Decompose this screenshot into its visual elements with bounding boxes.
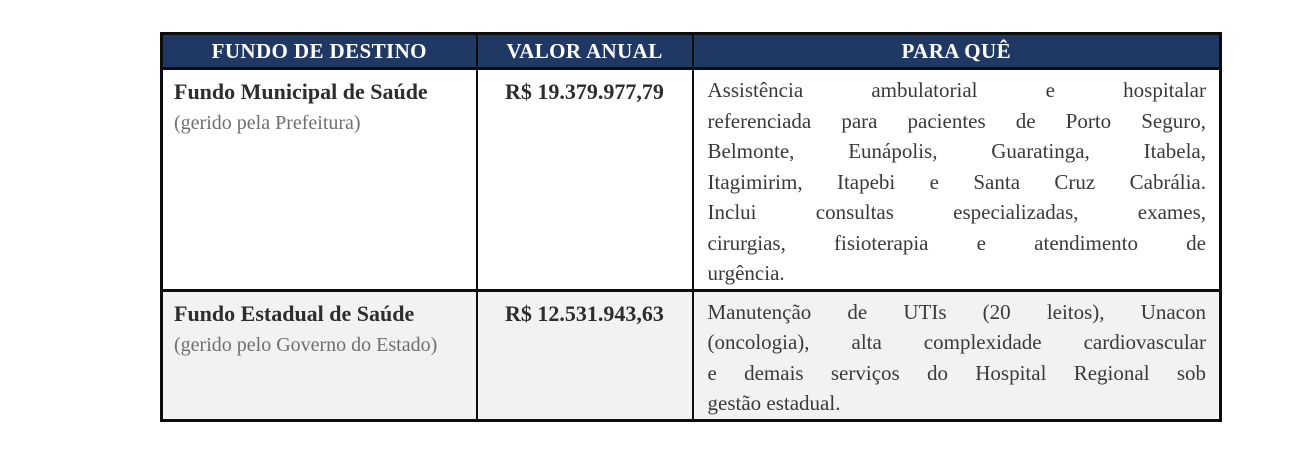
fund-name: Fundo Municipal de Saúde bbox=[174, 79, 428, 104]
column-header-para-que: PARA QUÊ bbox=[693, 34, 1221, 69]
purpose-cell bbox=[693, 69, 1221, 291]
fund-cell bbox=[162, 69, 477, 291]
purpose-text bbox=[694, 70, 1220, 289]
purpose-line: cirurgias, fisioterapia e atendimento de bbox=[707, 230, 1206, 255]
purpose-line: Inclui consultas especializadas, exames, bbox=[707, 200, 1206, 224]
fund-name: Fundo Estadual de Saúde bbox=[174, 300, 415, 326]
purpose-line: Belmonte, Eunápolis, Guaratinga, Itabela, bbox=[707, 139, 1206, 163]
column-header-fundo-de-destino: FUNDO DE DESTINO bbox=[162, 34, 477, 69]
column-header-valor-anual: VALOR ANUAL bbox=[477, 34, 693, 69]
funds-table-container bbox=[160, 32, 1219, 422]
annual-value-cell bbox=[477, 290, 693, 420]
header-row bbox=[162, 34, 1221, 69]
purpose-line: urgência. bbox=[707, 261, 785, 285]
annual-value: R$ 12.531.943,63 bbox=[505, 300, 664, 326]
annual-value-cell bbox=[477, 69, 693, 291]
purpose-line: (oncologia), alta complexidade cardiovascular bbox=[707, 330, 1206, 354]
table-row bbox=[162, 69, 1221, 291]
purpose-line: Itagimirim, Itapebi e Santa Cruz Cabrália. bbox=[707, 169, 1206, 194]
fund-cell bbox=[162, 290, 477, 420]
purpose-line: gestão estadual. bbox=[707, 391, 841, 415]
table-row bbox=[162, 290, 1221, 420]
purpose-text bbox=[694, 292, 1220, 419]
purpose-line: Manutenção de UTIs (20 leitos), Unacon bbox=[707, 299, 1206, 324]
purpose-line: Assistência ambulatorial e hospitalar bbox=[707, 78, 1206, 102]
fund-manager: (gerido pela Prefeitura) bbox=[174, 112, 361, 134]
purpose-line: referenciada para pacientes de Porto Seguro, bbox=[707, 108, 1206, 133]
fund-manager: (gerido pelo Governo do Estado) bbox=[174, 333, 438, 356]
purpose-line: e demais serviços do Hospital Regional sob bbox=[707, 360, 1206, 385]
annual-value: R$ 19.379.977,79 bbox=[505, 79, 664, 104]
purpose-cell bbox=[693, 290, 1221, 420]
funds-table bbox=[160, 32, 1222, 422]
